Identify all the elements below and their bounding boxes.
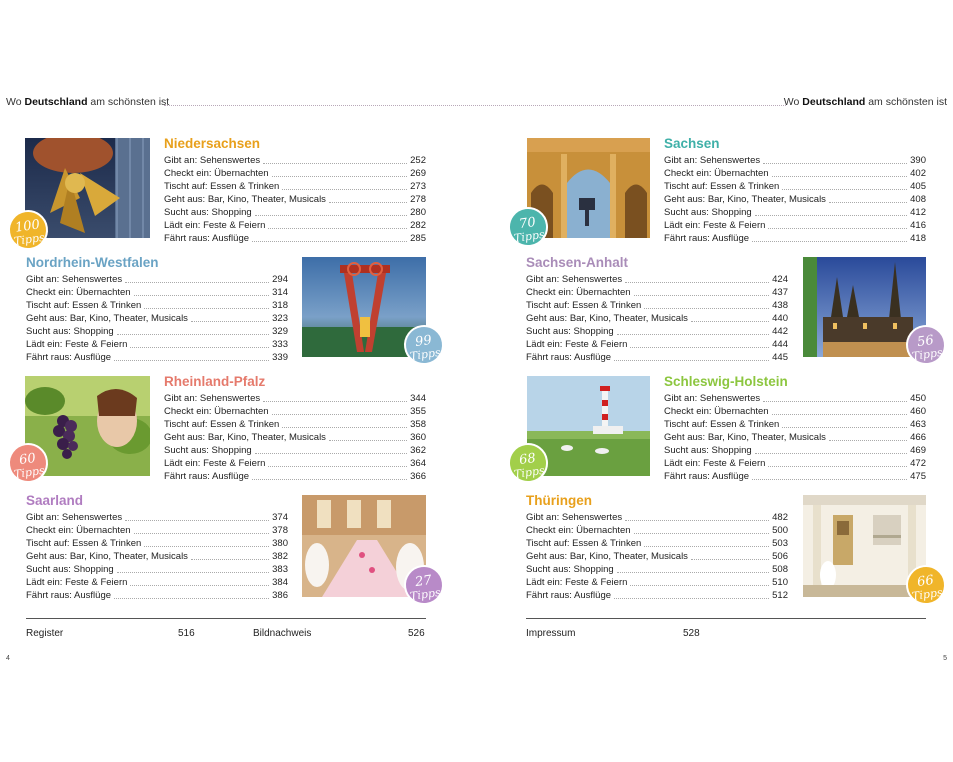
toc-row-leader (114, 351, 269, 361)
header-bold: Deutschland (802, 96, 866, 108)
toc-row[interactable] (164, 206, 426, 219)
toc-row-label: Fährt raus: Ausflüge (664, 233, 750, 244)
section-thueringen (526, 493, 788, 602)
toc-row-page: 339 (272, 352, 288, 363)
toc-row-leader (772, 167, 908, 177)
toc-row-leader (114, 589, 269, 599)
toc-row-label: Gibt an: Sehenswertes (164, 393, 261, 404)
footer-bildnachweis-page: 526 (408, 628, 425, 639)
toc-row-label: Lädt ein: Feste & Feiern (26, 339, 128, 350)
toc-row-page: 329 (272, 326, 288, 337)
toc-row-label: Gibt an: Sehenswertes (664, 155, 761, 166)
toc-row-leader (768, 457, 907, 467)
toc-row-page: 364 (410, 458, 426, 469)
toc-row-leader (782, 418, 907, 428)
toc-row-page: 323 (272, 313, 288, 324)
toc-row-page: 314 (272, 287, 288, 298)
toc-row-page: 358 (410, 419, 426, 430)
page-number-left: 4 (6, 655, 10, 662)
toc-row-page: 285 (410, 233, 426, 244)
footer-register-label[interactable]: Register (26, 628, 64, 639)
toc-row-page: 500 (772, 525, 788, 536)
section-saarland (26, 493, 288, 602)
section-title[interactable]: Saarland (26, 493, 84, 508)
toc-row[interactable] (26, 273, 288, 286)
badge-number: 100 (14, 217, 41, 236)
toc-row-label: Checkt ein: Übernachten (526, 287, 631, 298)
toc-row-label: Tischt auf: Essen & Trinken (164, 181, 280, 192)
toc-row-leader (634, 286, 770, 296)
toc-row-label: Fährt raus: Ausflüge (164, 233, 250, 244)
toc-row-label: Sucht aus: Shopping (664, 207, 752, 218)
page-number-right: 5 (943, 655, 947, 662)
toc-row-leader (268, 219, 407, 229)
toc-row-label: Geht aus: Bar, Kino, Theater, Musicals (26, 551, 188, 562)
toc-row[interactable] (664, 167, 926, 180)
badge-number: 60 (18, 450, 37, 469)
toc-row-leader (255, 444, 407, 454)
toc-row-label: Lädt ein: Feste & Feiern (164, 220, 266, 231)
toc-row[interactable] (664, 405, 926, 418)
toc-row[interactable] (26, 351, 288, 364)
toc-row-page: 360 (410, 432, 426, 443)
toc-row[interactable] (26, 299, 288, 312)
toc-row[interactable] (164, 219, 426, 232)
badge-label: Tipps (409, 345, 442, 363)
toc-row[interactable] (526, 576, 788, 589)
toc-row-label: Fährt raus: Ausflüge (526, 590, 612, 601)
header-suffix: am schönsten ist (87, 96, 170, 108)
toc-row-page: 402 (910, 168, 926, 179)
toc-row[interactable] (164, 392, 426, 405)
toc-row-leader (263, 392, 407, 402)
toc-row[interactable] (164, 470, 426, 483)
toc-row-page: 269 (410, 168, 426, 179)
toc-row-leader (630, 338, 769, 348)
toc-row-label: Tischt auf: Essen & Trinken (664, 181, 780, 192)
toc-row-leader (644, 299, 769, 309)
section-title[interactable]: Rheinland-Pfalz (164, 374, 266, 389)
toc-row-label: Geht aus: Bar, Kino, Theater, Musicals (26, 313, 188, 324)
footer-rule-right (526, 618, 926, 619)
header-dotted-rule (164, 105, 786, 106)
toc-row-label: Gibt an: Sehenswertes (164, 155, 261, 166)
toc-row-leader (625, 511, 769, 521)
toc-row[interactable] (164, 167, 426, 180)
toc-row-page: 318 (272, 300, 288, 311)
toc-row-leader (144, 299, 269, 309)
footer-impressum-page: 528 (683, 628, 700, 639)
badge-label: Tipps (513, 463, 546, 481)
toc-row-page: 506 (772, 551, 788, 562)
section-niedersachsen (164, 136, 426, 245)
toc-row[interactable] (26, 312, 288, 325)
toc-row-label: Tischt auf: Essen & Trinken (664, 419, 780, 430)
toc-row-leader (130, 576, 269, 586)
toc-row-label: Checkt ein: Übernachten (664, 168, 769, 179)
toc-row-label: Gibt an: Sehenswertes (664, 393, 761, 404)
badge-label: Tipps (13, 463, 46, 481)
toc-row-label: Lädt ein: Feste & Feiern (664, 458, 766, 469)
section-title[interactable]: Sachsen (664, 136, 720, 151)
toc-row-leader (282, 418, 407, 428)
toc-row-page: 482 (772, 512, 788, 523)
toc-row-page: 512 (772, 590, 788, 601)
toc-row[interactable] (526, 273, 788, 286)
toc-row-leader (263, 154, 407, 164)
toc-row-leader (691, 550, 769, 560)
badge-number: 99 (414, 332, 433, 351)
toc-row[interactable] (164, 193, 426, 206)
toc-row[interactable] (164, 154, 426, 167)
toc-row[interactable] (664, 392, 926, 405)
toc-row-page: 384 (272, 577, 288, 588)
section-rheinland-pfalz (164, 374, 426, 483)
toc-row-leader (125, 511, 269, 521)
toc-row[interactable] (664, 431, 926, 444)
toc-row-leader (272, 405, 408, 415)
toc-row[interactable] (526, 351, 788, 364)
toc-row-page: 444 (772, 339, 788, 350)
toc-row[interactable] (664, 444, 926, 457)
toc-row[interactable] (526, 325, 788, 338)
toc-row-page: 362 (410, 445, 426, 456)
toc-row-page: 503 (772, 538, 788, 549)
section-nordrhein-westfalen (26, 255, 288, 364)
toc-row-label: Tischt auf: Essen & Trinken (26, 538, 142, 549)
toc-row[interactable] (164, 431, 426, 444)
toc-row-page: 408 (910, 194, 926, 205)
footer-rule-left (26, 618, 426, 619)
badge-number: 70 (518, 214, 537, 233)
toc-row-leader (763, 392, 907, 402)
toc-row-label: Fährt raus: Ausflüge (526, 352, 612, 363)
toc-row-page: 418 (910, 233, 926, 244)
toc-row-page: 366 (410, 471, 426, 482)
toc-row-leader (691, 312, 769, 322)
toc-row-page: 445 (772, 352, 788, 363)
badge-label: Tipps (513, 227, 546, 245)
toc-row-leader (782, 180, 907, 190)
toc-row-page: 437 (772, 287, 788, 298)
toc-row-page: 412 (910, 207, 926, 218)
toc-row-page: 344 (410, 393, 426, 404)
toc-row-leader (752, 232, 907, 242)
toc-row-leader (252, 470, 407, 480)
toc-row-leader (755, 206, 907, 216)
header-prefix: Wo (783, 96, 803, 108)
toc-row-page: 472 (910, 458, 926, 469)
toc-row-label: Checkt ein: Übernachten (664, 406, 769, 417)
toc-row[interactable] (26, 576, 288, 589)
toc-row-label: Tischt auf: Essen & Trinken (526, 300, 642, 311)
toc-row-leader (117, 325, 269, 335)
toc-row-label: Lädt ein: Feste & Feiern (164, 458, 266, 469)
toc-row-leader (255, 206, 407, 216)
footer-register-page: 516 (178, 628, 195, 639)
badge-number: 68 (518, 450, 537, 469)
toc-row-label: Geht aus: Bar, Kino, Theater, Musicals (164, 194, 326, 205)
section-title[interactable]: Niedersachsen (164, 136, 261, 151)
toc-row-page: 416 (910, 220, 926, 231)
toc-row-leader (763, 154, 907, 164)
running-header-left (6, 96, 169, 108)
toc-row-leader (617, 563, 769, 573)
toc-row[interactable] (664, 418, 926, 431)
toc-row-page: 469 (910, 445, 926, 456)
toc-row-leader (614, 589, 769, 599)
toc-row-label: Lädt ein: Feste & Feiern (26, 577, 128, 588)
toc-row[interactable] (664, 206, 926, 219)
toc-row[interactable] (164, 457, 426, 470)
toc-row-leader (144, 537, 269, 547)
toc-row-page: 466 (910, 432, 926, 443)
toc-row-label: Sucht aus: Shopping (664, 445, 752, 456)
toc-row[interactable] (526, 299, 788, 312)
section-title[interactable]: Sachsen-Anhalt (526, 255, 629, 270)
toc-row[interactable] (26, 550, 288, 563)
badge-label: Tipps (13, 230, 46, 248)
toc-row-leader (252, 232, 407, 242)
toc-row[interactable] (526, 524, 788, 537)
toc-row-leader (130, 338, 269, 348)
toc-row-label: Lädt ein: Feste & Feiern (526, 577, 628, 588)
toc-row-page: 463 (910, 419, 926, 430)
toc-row[interactable] (164, 418, 426, 431)
toc-row-leader (614, 351, 769, 361)
toc-row-leader (752, 470, 907, 480)
toc-row-leader (768, 219, 907, 229)
toc-row-leader (829, 431, 907, 441)
toc-row-page: 378 (272, 525, 288, 536)
toc-row-page: 273 (410, 181, 426, 192)
toc-row-label: Sucht aus: Shopping (526, 326, 614, 337)
section-sachsen-anhalt (526, 255, 788, 364)
toc-row-leader (630, 576, 769, 586)
toc-row-label: Sucht aus: Shopping (164, 445, 252, 456)
toc-row-leader (134, 286, 270, 296)
toc-row-label: Checkt ein: Übernachten (26, 287, 131, 298)
badge-number: 56 (916, 332, 935, 351)
footer-impressum-label[interactable]: Impressum (526, 628, 576, 639)
toc-row[interactable] (526, 286, 788, 299)
toc-row[interactable] (664, 457, 926, 470)
toc-row[interactable] (26, 511, 288, 524)
toc-row-page: 442 (772, 326, 788, 337)
toc-row-leader (625, 273, 769, 283)
toc-row-leader (125, 273, 269, 283)
footer-bildnachweis-label[interactable]: Bildnachweis (253, 628, 312, 639)
toc-row-page: 280 (410, 207, 426, 218)
toc-row-page: 294 (272, 274, 288, 285)
toc-row[interactable] (26, 286, 288, 299)
toc-row-leader (329, 193, 407, 203)
toc-row-page: 510 (772, 577, 788, 588)
toc-row-label: Geht aus: Bar, Kino, Theater, Musicals (526, 551, 688, 562)
running-header-right (784, 96, 947, 108)
toc-row-label: Checkt ein: Übernachten (164, 168, 269, 179)
badge-number: 66 (916, 572, 935, 591)
badge-label: Tipps (911, 345, 944, 363)
toc-row-label: Geht aus: Bar, Kino, Theater, Musicals (526, 313, 688, 324)
toc-row-label: Fährt raus: Ausflüge (164, 471, 250, 482)
toc-row-page: 390 (910, 155, 926, 166)
toc-row-page: 386 (272, 590, 288, 601)
toc-row-leader (772, 405, 908, 415)
toc-row[interactable] (164, 232, 426, 245)
toc-row-label: Gibt an: Sehenswertes (526, 274, 623, 285)
toc-row-label: Geht aus: Bar, Kino, Theater, Musicals (664, 432, 826, 443)
toc-row[interactable] (664, 232, 926, 245)
toc-row[interactable] (26, 325, 288, 338)
toc-row-page: 380 (272, 538, 288, 549)
header-suffix: am schönsten ist (865, 96, 947, 108)
toc-row-page: 355 (410, 406, 426, 417)
toc-row-leader (191, 312, 269, 322)
toc-row-label: Tischt auf: Essen & Trinken (26, 300, 142, 311)
toc-row-page: 475 (910, 471, 926, 482)
toc-row-page: 382 (272, 551, 288, 562)
toc-row-leader (644, 537, 769, 547)
toc-row[interactable] (26, 589, 288, 602)
section-title[interactable]: Nordrhein-Westfalen (26, 255, 159, 270)
toc-row-leader (634, 524, 770, 534)
toc-row-label: Fährt raus: Ausflüge (26, 352, 112, 363)
toc-row-label: Checkt ein: Übernachten (26, 525, 131, 536)
badge-label: Tipps (911, 585, 944, 603)
toc-row-label: Geht aus: Bar, Kino, Theater, Musicals (664, 194, 826, 205)
toc-row-label: Gibt an: Sehenswertes (26, 274, 123, 285)
toc-row-label: Gibt an: Sehenswertes (26, 512, 123, 523)
toc-row-leader (268, 457, 407, 467)
toc-row-label: Lädt ein: Feste & Feiern (526, 339, 628, 350)
badge-number: 27 (414, 572, 433, 591)
toc-row-page: 450 (910, 393, 926, 404)
toc-row-label: Fährt raus: Ausflüge (664, 471, 750, 482)
section-title[interactable]: Schleswig-Holstein (664, 374, 788, 389)
header-bold: Deutschland (24, 96, 88, 108)
toc-row-page: 333 (272, 339, 288, 350)
toc-row-label: Sucht aus: Shopping (164, 207, 252, 218)
toc-row-page: 460 (910, 406, 926, 417)
section-sachsen (664, 136, 926, 245)
toc-row[interactable] (664, 470, 926, 483)
toc-row-label: Fährt raus: Ausflüge (26, 590, 112, 601)
toc-row[interactable] (664, 193, 926, 206)
section-title[interactable]: Thüringen (526, 493, 592, 508)
toc-row[interactable] (664, 154, 926, 167)
header-prefix: Wo (6, 96, 25, 108)
toc-row-leader (272, 167, 408, 177)
toc-row[interactable] (164, 405, 426, 418)
toc-row-leader (755, 444, 907, 454)
toc-row[interactable] (526, 338, 788, 351)
toc-row-leader (134, 524, 270, 534)
toc-row-page: 383 (272, 564, 288, 575)
toc-row-leader (617, 325, 769, 335)
toc-row-leader (829, 193, 907, 203)
toc-row-label: Sucht aus: Shopping (526, 564, 614, 575)
toc-row-label: Lädt ein: Feste & Feiern (664, 220, 766, 231)
toc-row-label: Sucht aus: Shopping (26, 564, 114, 575)
badge-label: Tipps (409, 585, 442, 603)
toc-row-page: 508 (772, 564, 788, 575)
toc-row[interactable] (526, 589, 788, 602)
toc-row[interactable] (164, 180, 426, 193)
section-schleswig-holstein (664, 374, 926, 483)
toc-row[interactable] (526, 537, 788, 550)
toc-row-leader (191, 550, 269, 560)
toc-row-page: 282 (410, 220, 426, 231)
toc-row[interactable] (526, 511, 788, 524)
toc-row[interactable] (526, 312, 788, 325)
toc-row-label: Sucht aus: Shopping (26, 326, 114, 337)
toc-row-label: Checkt ein: Übernachten (164, 406, 269, 417)
toc-row-label: Checkt ein: Übernachten (526, 525, 631, 536)
toc-row-label: Tischt auf: Essen & Trinken (526, 538, 642, 549)
toc-row[interactable] (26, 563, 288, 576)
toc-row-page: 374 (272, 512, 288, 523)
toc-row-page: 440 (772, 313, 788, 324)
toc-row-leader (117, 563, 269, 573)
toc-row-page: 278 (410, 194, 426, 205)
toc-row[interactable] (664, 219, 926, 232)
toc-row-label: Tischt auf: Essen & Trinken (164, 419, 280, 430)
toc-row-page: 252 (410, 155, 426, 166)
toc-row-page: 405 (910, 181, 926, 192)
toc-row-leader (282, 180, 407, 190)
toc-row[interactable] (26, 338, 288, 351)
toc-row[interactable] (26, 524, 288, 537)
toc-row[interactable] (664, 180, 926, 193)
toc-row-label: Geht aus: Bar, Kino, Theater, Musicals (164, 432, 326, 443)
toc-row-page: 424 (772, 274, 788, 285)
toc-row[interactable] (164, 444, 426, 457)
toc-row[interactable] (26, 537, 288, 550)
toc-row-leader (329, 431, 407, 441)
toc-row[interactable] (526, 563, 788, 576)
toc-row[interactable] (526, 550, 788, 563)
toc-row-label: Gibt an: Sehenswertes (526, 512, 623, 523)
toc-row-page: 438 (772, 300, 788, 311)
